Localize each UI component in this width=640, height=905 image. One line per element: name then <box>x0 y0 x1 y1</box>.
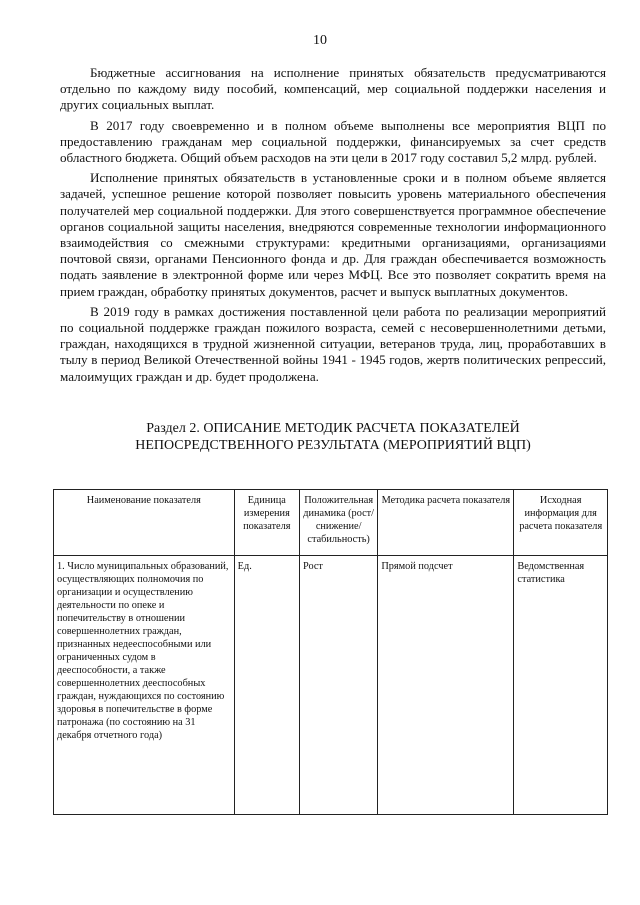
paragraph-2019: В 2019 году в рамках достижения поставленной цели работа по реализации мероприятий по социальной поддержке граждан пожилого возраста, семей с несовершеннолетними детьми, граждан, находящихся в трудной жизненной ситуации, ветеранов труда, лиц, проработавших в тылу в период Великой Отечественной войны 1941 - 1945 годов, жертв политических репрессий, малоимущих граждан и др. будет продолжена. <box>60 303 606 384</box>
indicators-table <box>53 489 608 815</box>
paragraph-obligations: Исполнение принятых обязательств в установленные сроки и в полном объеме является задачей, успешное решение которой позволяет повысить уровень материального обеспечения получателей мер социальной поддержки. Для этого совершенствуется программное обеспечение органов социальной защиты населения, внедряются современные технологии информационного взаимодействия со смежными структурами: кредитными организациями, организациями почтовой связи, органами Пенсионного фонда и др. Для граждан обеспечивается возможность подать заявление в электронной форме или через МФЦ. Все это позволяет сократить время на прием граждан, обработку принятых документов, расчет и выпуск выплатных документов. <box>60 170 606 299</box>
cell-source: Ведомственная статистика <box>514 556 608 815</box>
cell-unit: Ед. <box>234 556 299 815</box>
header-source: Исходная информация для расчета показателя <box>514 490 608 556</box>
table-row <box>54 556 608 815</box>
header-unit: Единица измерения показателя <box>234 490 299 556</box>
header-indicator-name: Наименование показателя <box>54 490 235 556</box>
page-number: 10 <box>313 33 327 48</box>
cell-method: Прямой подсчет <box>378 556 514 815</box>
cell-indicator-name: 1. Число муниципальных образований, осуществляющих полномочия по организации и осуществлению деятельности по опеке и попечительству в отношении совершеннолетних граждан, признанных недееспособными или ограниченных судом в дееспособности, а также совершеннолетних дееспособных граждан, нуждающихся по состоянию здоровья в попечительстве в форме патронажа (по состоянию на 31 декабря отчетного года) <box>54 556 235 815</box>
section-title-line-1: Раздел 2. ОПИСАНИЕ МЕТОДИК РАСЧЕТА ПОКАЗАТЕЛЕЙ <box>146 421 520 436</box>
table-header-row <box>54 490 608 556</box>
paragraph-budget: Бюджетные ассигнования на исполнение принятых обязательств предусматриваются отдельно по каждому виду пособий, компенсаций, мер социальной поддержки населения и других социальных выплат. <box>60 65 606 113</box>
section-title-line-2: НЕПОСРЕДСТВЕННОГО РЕЗУЛЬТАТА (МЕРОПРИЯТИЙ ВЦП) <box>135 437 531 453</box>
header-dynamics: Положительная динамика (рост/снижение/стабильность) <box>299 490 377 556</box>
cell-dynamics: Рост <box>299 556 377 815</box>
body-text <box>60 65 606 389</box>
paragraph-2017: В 2017 году своевременно и в полном объеме выполнены все мероприятия ВЦП по предоставлению гражданам мер социальной поддержки, финансируемых за счет средств областного бюджета. Общий объем расходов на эти цели в 2017 году составил 5,2 млрд. рублей. <box>60 117 606 166</box>
header-method: Методика расчета показателя <box>378 490 514 556</box>
section-title <box>60 421 606 454</box>
